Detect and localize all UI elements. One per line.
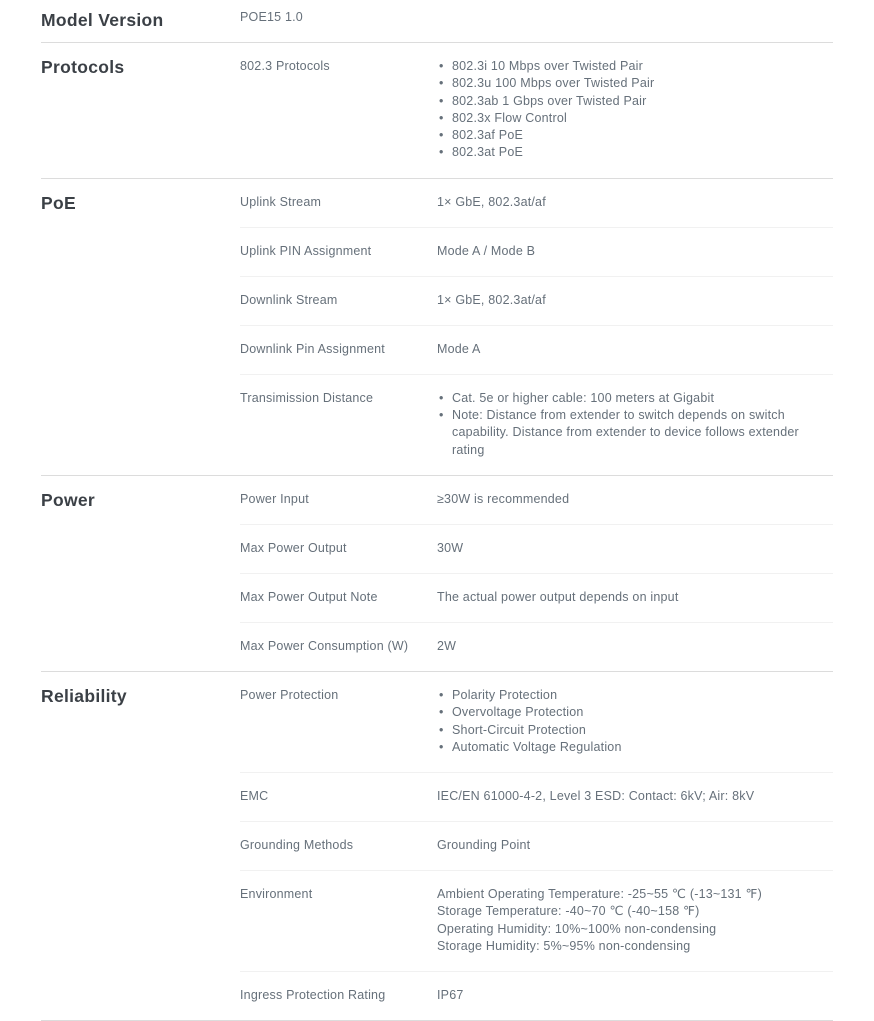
spec-row-value: [437, 243, 833, 260]
spec-bullet-item: • Cat. 5e or higher cable: 100 meters at Gigabit: [437, 390, 833, 407]
section-rows: [240, 476, 833, 671]
spec-row-value: [437, 886, 833, 955]
spec-bullet-item: • Automatic Voltage Regulation: [437, 739, 833, 756]
spec-value-text: Mode A / Mode B: [437, 243, 536, 258]
spec-row-value: [437, 638, 833, 655]
spec-row-value: [437, 788, 833, 805]
spec-row-value: [437, 58, 833, 162]
section-title: Power: [41, 489, 96, 510]
spec-row-label: Uplink Stream: [240, 194, 322, 209]
spec-row-value: [437, 837, 833, 854]
section-title: Protocols: [41, 57, 125, 77]
section-rows: [240, 43, 833, 178]
spec-row-label: Max Power Output: [240, 540, 347, 555]
section-title: Model Version: [41, 10, 164, 30]
spec-value-line: Ambient Operating Temperature: -25~55 ℃ (-13~131 ℉): [437, 887, 762, 902]
spec-bullet-item: • 802.3af PoE: [437, 127, 833, 144]
spec-row-label: Uplink PIN Assignment: [240, 243, 372, 258]
spec-row-label: Environment: [240, 887, 313, 902]
spec-bullet-item: • Note: Distance from extender to switch depends on switch capability. Distance from extender to device follows extender rating: [437, 407, 833, 459]
spec-row: [240, 672, 833, 772]
spec-section: [41, 0, 833, 43]
spec-section: [41, 179, 833, 476]
spec-row: [240, 276, 833, 325]
spec-value-line: Operating Humidity: 10%~100% non-condensing: [437, 921, 717, 936]
spec-row-value: [437, 687, 833, 756]
spec-row: [240, 622, 833, 671]
spec-bullet-list: [437, 58, 833, 162]
spec-bullet-list: [437, 687, 833, 756]
spec-row: [240, 43, 833, 178]
spec-bullet-item: • 802.3i 10 Mbps over Twisted Pair: [437, 58, 833, 75]
spec-row-label: EMC: [240, 789, 269, 804]
spec-value-text: ≥30W is recommended: [437, 491, 570, 506]
spec-row-value: [437, 341, 833, 358]
section-rows: [240, 672, 833, 1020]
spec-row-label: Grounding Methods: [240, 838, 354, 853]
spec-row: [240, 772, 833, 821]
spec-row-value: [437, 589, 833, 606]
spec-row-label: Downlink Stream: [240, 292, 338, 307]
spec-value-text: 1× GbE, 802.3at/af: [437, 292, 546, 307]
spec-row-value: [437, 987, 833, 1004]
spec-value-text: 1× GbE, 802.3at/af: [437, 194, 546, 209]
spec-value-text: Grounding Point: [437, 838, 531, 853]
spec-bullet-item: • Overvoltage Protection: [437, 704, 833, 721]
spec-row: [240, 0, 833, 42]
spec-bullet-item: • 802.3at PoE: [437, 144, 833, 161]
spec-row: [240, 573, 833, 622]
spec-bullet-item: • 802.3u 100 Mbps over Twisted Pair: [437, 75, 833, 92]
spec-value-text: Mode A: [437, 341, 481, 356]
section-rows: [240, 179, 833, 475]
spec-bullet-item: • 802.3ab 1 Gbps over Twisted Pair: [437, 93, 833, 110]
spec-row-value: [437, 540, 833, 557]
spec-value-text: 2W: [437, 638, 457, 653]
spec-row: [240, 870, 833, 971]
spec-row-label: Transimission Distance: [240, 390, 374, 405]
spec-value-text: The actual power output depends on input: [437, 589, 679, 604]
spec-row-label: Power Input: [240, 491, 309, 506]
section-title: PoE: [41, 192, 76, 213]
spec-row-value: [437, 292, 833, 309]
spec-row: [240, 227, 833, 276]
spec-bullet-item: • Short-Circuit Protection: [437, 722, 833, 739]
spec-bullet-item: • 802.3x Flow Control: [437, 110, 833, 127]
section-title: Reliability: [41, 685, 127, 706]
spec-section: [41, 476, 833, 672]
spec-row: [240, 374, 833, 475]
spec-row: [240, 476, 833, 524]
spec-value-line: Storage Temperature: -40~70 ℃ (-40~158 ℉): [437, 904, 700, 919]
spec-value-text: 30W: [437, 540, 464, 555]
spec-row: [240, 821, 833, 870]
spec-row-label: Downlink Pin Assignment: [240, 341, 385, 356]
spec-row: [240, 325, 833, 374]
spec-value-line: Storage Humidity: 5%~95% non-condensing: [437, 939, 691, 954]
spec-row: [240, 971, 833, 1020]
spec-row-label: POE15 1.0: [240, 10, 303, 24]
spec-row-label: Max Power Consumption (W): [240, 638, 409, 653]
spec-value-text: IEC/EN 61000-4-2, Level 3 ESD: Contact: 6kV; Air: 8kV: [437, 789, 755, 804]
spec-bullet-item: • Polarity Protection: [437, 687, 833, 704]
spec-row-label: Power Protection: [240, 687, 339, 702]
spec-row-value: [437, 194, 833, 211]
spec-row-label: Ingress Protection Rating: [240, 988, 386, 1003]
spec-row-value: [437, 491, 833, 508]
spec-row-label: 802.3 Protocols: [240, 59, 330, 73]
spec-bullet-list: [437, 390, 833, 459]
spec-row: [240, 524, 833, 573]
spec-section: [41, 43, 833, 179]
spec-row: [240, 179, 833, 227]
spec-value-text: IP67: [437, 988, 464, 1003]
spec-row-value: [437, 390, 833, 459]
spec-row-label: Max Power Output Note: [240, 589, 378, 604]
section-rows: [240, 0, 833, 42]
spec-section: [41, 672, 833, 1021]
